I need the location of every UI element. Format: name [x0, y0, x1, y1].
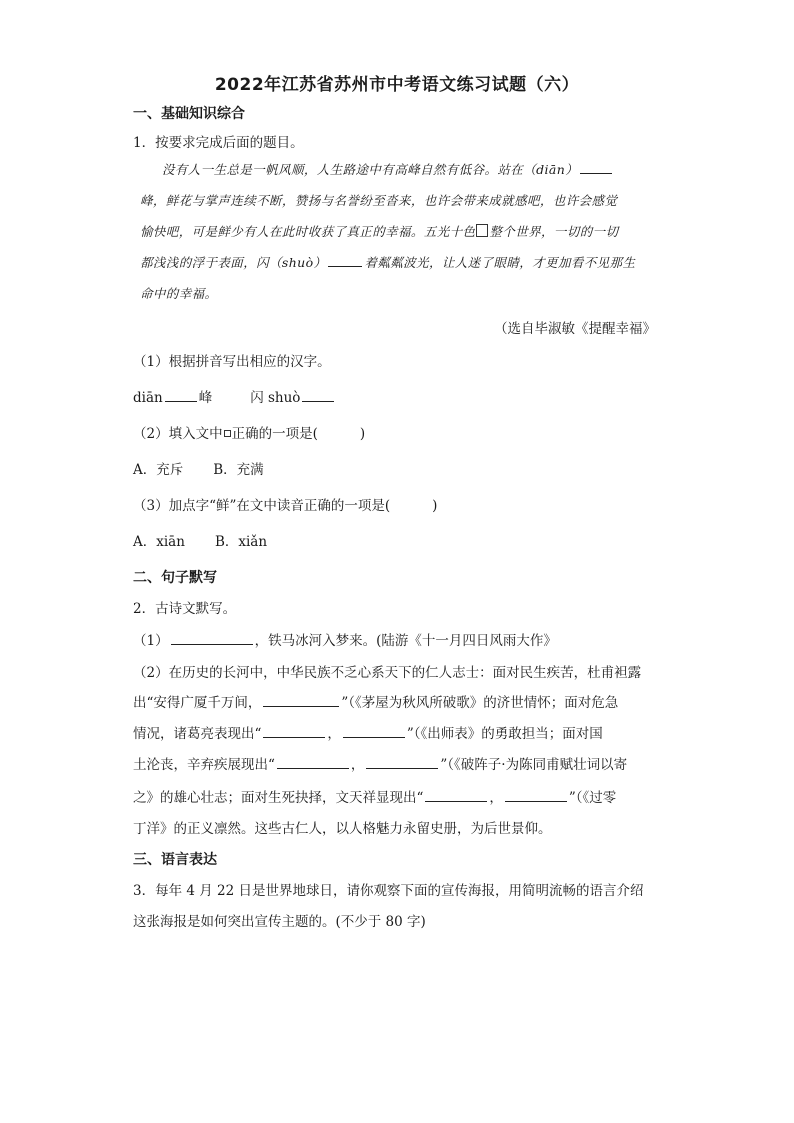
reading-passage: [140, 154, 660, 309]
fill-box[interactable]: [476, 224, 488, 237]
question-2-stem: 2．古诗文默写。: [133, 601, 237, 617]
passage-line-1: 没有人一生总是一帆风顺，人生路途中有高峰自然有低谷。站在（diān）: [140, 154, 660, 185]
sub-question-1: （1）根据拼音写出相应的汉字。: [133, 354, 331, 370]
q3-line-2: 这张海报是如何突出宣传主题的。(不少于 80 字): [133, 914, 426, 930]
sub-question-2: （2）填入文中 正确的一项是( ): [133, 426, 366, 442]
options-3: [133, 530, 267, 550]
passage-line-2: 峰，鲜花与掌声连续不断，赞扬与名誉纷至沓来，也许会带来成就感吧，也许会感觉: [140, 193, 618, 208]
answer-blank[interactable]: [171, 630, 253, 645]
passage-line-3: 愉快吧，可是鲜少有人在此时收获了真正的幸福。五光十色 整个世界，一切的一切: [140, 224, 619, 239]
answer-blank[interactable]: [343, 723, 405, 738]
answer-blank[interactable]: [302, 387, 334, 402]
passage-source: （选自毕淑敏《提醒幸福》: [494, 321, 656, 337]
option-a[interactable]: A．xiān: [133, 534, 185, 550]
option-b[interactable]: B．xiǎn: [214, 534, 268, 550]
answer-blank[interactable]: [277, 754, 349, 769]
sub-question-3: （3）加点字“鲜”在文中读音正确的一项是( ): [133, 498, 438, 514]
q2-line-3: 出“安得广厦千万间， ”（《茅屋为秋风所破歌》的济世情怀；面对危急: [133, 691, 663, 711]
pinyin-answers: diān 峰 闪 shuò: [133, 386, 336, 406]
answer-blank[interactable]: [580, 161, 612, 174]
q2-line-2: （2）在历史的长河中，中华民族不乏心系天下的仁人志士：面对民生疾苦，杜甫袒露: [133, 665, 642, 681]
answer-blank[interactable]: [263, 692, 339, 707]
answer-blank[interactable]: [425, 787, 487, 802]
section-heading-3: 三、语言表达: [133, 852, 217, 868]
q2-line-1: （1） ，铁马冰河入梦来。(陆游《十一月四日风雨大作》: [133, 629, 663, 649]
answer-blank[interactable]: [328, 254, 362, 267]
exam-title: 2022年江苏省苏州市中考语文练习试题（六）: [214, 75, 580, 95]
answer-blank[interactable]: [263, 723, 325, 738]
passage-line-5: 命中的幸福。: [140, 286, 218, 301]
passage-line-4: 都浅浅的浮于表面，闪（shuò） 着粼粼波光，让人迷了眼睛，才更加看不见那生: [140, 255, 636, 270]
section-heading-2: 二、句子默写: [133, 570, 217, 586]
q2-line-4: 情况，诸葛亮表现出“ ， ”（《出师表》的勇敢担当；面对国: [133, 722, 663, 742]
option-b[interactable]: B．充满: [213, 462, 264, 478]
q3-line-1: 3．每年 4 月 22 日是世界地球日，请你观察下面的宣传海报，用简明流畅的语言介绍: [133, 883, 644, 899]
section-heading-1: 一、基础知识综合: [133, 106, 245, 122]
fill-box-marker: [224, 430, 231, 437]
question-1-stem: 1．按要求完成后面的题目。: [133, 135, 304, 151]
q2-line-6: 之》的雄心壮志；面对生死抉择，文天祥显现出“ ， ”（《过零: [133, 786, 663, 806]
answer-blank[interactable]: [366, 754, 438, 769]
q2-line-7: 丁洋》的正义凛然。这些古仁人，以人格魅力永留史册，为后世景仰。: [133, 821, 552, 837]
option-a[interactable]: A．充斥: [133, 462, 184, 478]
answer-blank[interactable]: [165, 387, 197, 402]
answer-blank[interactable]: [505, 787, 567, 802]
options-2: [133, 458, 264, 478]
q2-line-5: 土沦丧，辛弃疾展现出“ ， ”（《破阵子·为陈同甫赋壮词以寄: [133, 753, 663, 773]
